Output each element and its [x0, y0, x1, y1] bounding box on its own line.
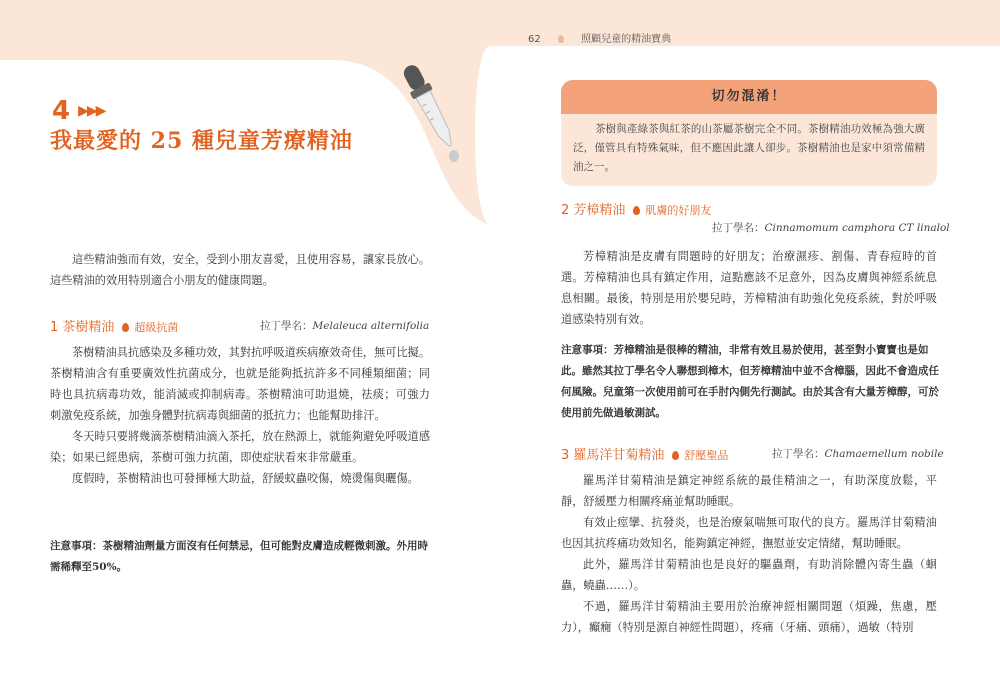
chapter-title: 我最愛的 25 種兒童芳療精油: [50, 128, 353, 154]
book-title: 照顧兒童的精油寶典: [581, 34, 672, 45]
note-tea-tree: 注意事項：茶樹精油劑量方面沒有任何禁忌，但可能對皮膚造成輕微刺激。外用時需稀釋至50%。: [50, 540, 428, 573]
warning-box-title: 切勿混淆！: [561, 80, 937, 114]
warning-box: [561, 80, 937, 186]
drop-icon: [122, 323, 129, 332]
section-body-ho-wood: 芳樟精油是皮膚有問題時的好朋友；治療濕疹、割傷、青春痘時的首選。芳樟精油也具有鎮定作用，這點應該不足意外，因為皮膚與神經系統息息相關。最後，特別是用於嬰兒時，芳樟精油有助強化免疫系統，對於呼吸道感染特別有效。: [561, 250, 937, 326]
intro-paragraph: 這些精油強而有效，安全，受到小朋友喜愛，且使用容易，讓家長放心。這些精油的效用特別適合小朋友的健康問題。: [50, 253, 431, 287]
section-title-ho-wood: 2 芳樟精油 肌膚的好朋友: [561, 203, 712, 218]
dropper-icon: [398, 58, 468, 168]
section-body-roman-chamomile: 羅馬洋甘菊精油是鎮定神經系統的最佳精油之一，有助深度放鬆，平靜，舒緩壓力相關疼痛並幫助睡眠。 有效止痙攣、抗發炎，也是治療氣喘無可取代的良方。羅馬洋甘菊精油也因其抗疼痛功效知名，能夠鎮定神經，撫慰並安定情緒，幫助睡眠。 此外，羅馬洋甘菊精油也是良好的驅蟲劑，有助消除體內寄生蟲（蛔蟲，蟯蟲……）。 不過，羅馬洋甘菊精油主要用於治療神經相關問題（煩躁，焦慮，壓力），癲癇（特別是源自神經性問題），疼痛（牙痛、頭痛），過敏（特別: [561, 474, 937, 634]
chapter-number: 4 ▶▶▶: [52, 96, 105, 126]
note-ho-wood: 注意事項：芳樟精油是很棒的精油，非常有效且易於使用，甚至對小寶寶也是如此。雖然其拉丁學名令人聯想到樟木，但芳樟精油中並不含樟腦，因此不會造成任何風險。兒童第一次使用前可在手肘內側先行測試。由於其含有大量芳樟醇，可於使用前先做過敏測試。: [561, 344, 939, 419]
drop-icon: [558, 35, 564, 43]
drop-icon: [672, 451, 679, 460]
drop-icon: [633, 206, 640, 215]
section-title-tea-tree: 1 茶樹精油 超級抗菌: [50, 320, 179, 335]
page-number: 62: [528, 34, 541, 45]
latin-name-tea-tree: 拉丁學名：Melaleuca alternifolia: [260, 320, 430, 332]
section-body-tea-tree: 茶樹精油具抗感染及多種功效，其對抗呼吸道疾病療效奇佳，無可比擬。茶樹精油含有重要廣效性抗菌成分，也就是能夠抵抗許多不同種類細菌；同時也具抗病毒功效，能消滅或抑制病毒。茶樹精油可助退燒，祛痰；可強力刺激免疫系統，加強身體對抗病毒與細菌的抵抗力；也能幫助排汗。 冬天時只要將幾滴茶樹精油滴入茶托，放在熱源上，就能夠避免呼吸道感染；如果已經患病，茶樹可強力抗菌，即使症狀看來非常嚴重。 度假時，茶樹精油也可發揮極大助益，舒緩蚊蟲咬傷，燒燙傷與曬傷。: [50, 346, 431, 485]
warning-box-text: 茶樹與產綠茶與紅茶的山茶屬茶樹完全不同。茶樹精油功效極為強大廣泛，僅管具有特殊氣味，但不應因此讓人卻步。茶樹精油也是家中須常備精油之一。: [573, 123, 925, 173]
latin-name-ho-wood: 拉丁學名：Cinnamomum camphora CT linalol: [712, 222, 950, 234]
latin-name-roman-chamomile: 拉丁學名：Chamaemellum nobile: [772, 448, 944, 460]
running-header: [528, 30, 671, 45]
chapter-arrows-icon: ▶▶▶: [78, 103, 105, 119]
section-title-roman-chamomile: 3 羅馬洋甘菊精油 舒壓聖品: [561, 448, 729, 463]
